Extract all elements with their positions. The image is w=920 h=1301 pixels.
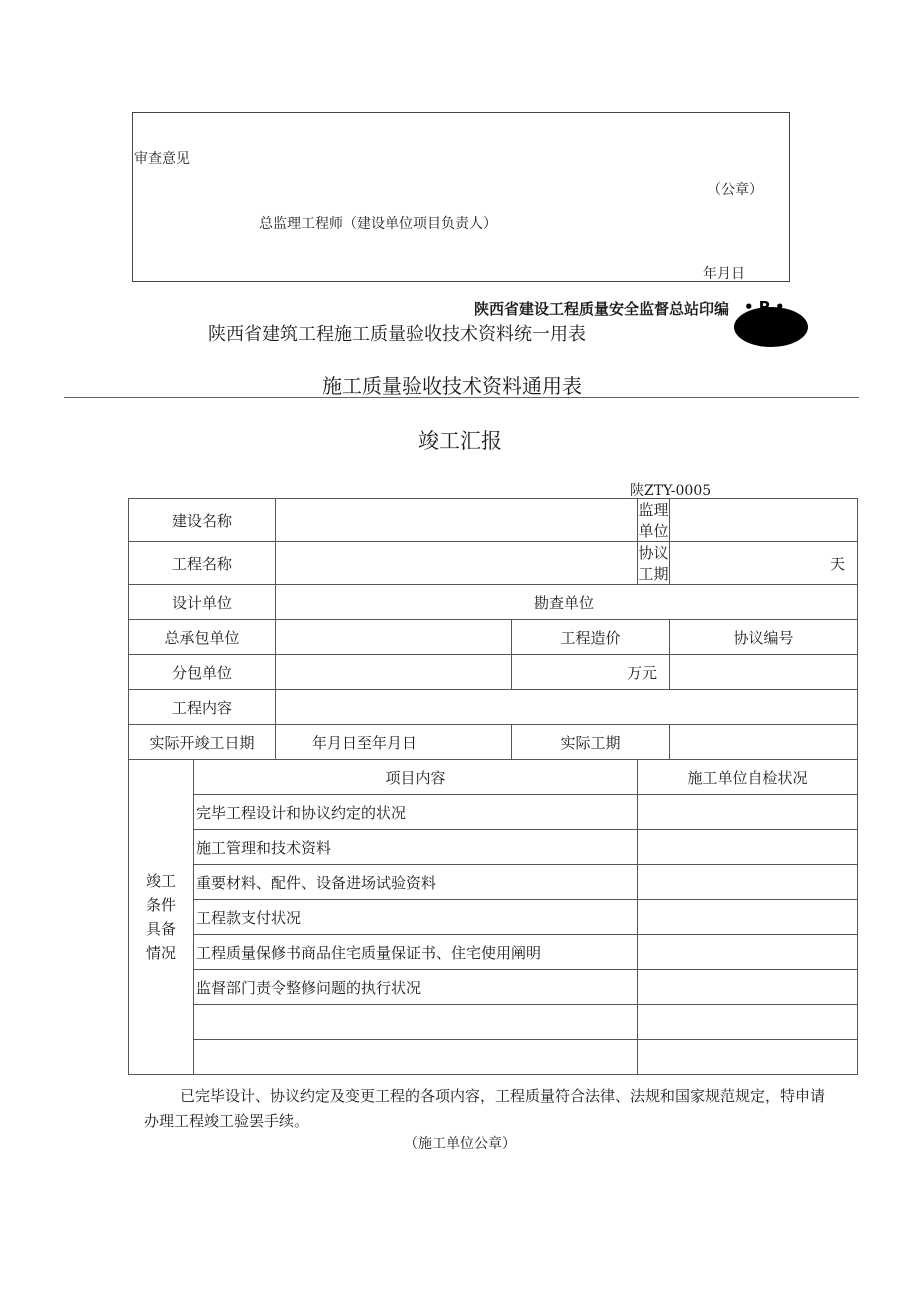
self-check-field[interactable] — [638, 970, 858, 1005]
agreement-no-field[interactable] — [670, 655, 858, 690]
agreement-no-label: 协议编号 — [670, 620, 858, 655]
date-range: 年月日至年月日 — [276, 725, 512, 760]
table-row — [129, 935, 858, 970]
side-label-line: 情况 — [145, 944, 176, 962]
subcontractor-label: 分包单位 — [129, 655, 276, 690]
divider-line — [64, 397, 859, 398]
table-row — [129, 725, 858, 760]
construction-name-label: 建设名称 — [129, 499, 276, 542]
actual-duration-field[interactable] — [670, 725, 858, 760]
survey-unit-label: 勘查单位 — [276, 585, 858, 620]
project-content-field[interactable] — [276, 690, 858, 725]
agreed-duration-label: 协议工期 — [638, 542, 670, 585]
side-label-line: 具备 — [145, 920, 176, 938]
table-row — [129, 760, 858, 795]
item-content-header: 项目内容 — [194, 760, 638, 795]
table-row — [129, 830, 858, 865]
table-row — [129, 865, 858, 900]
actual-dates-label: 实际开竣工日期 — [129, 725, 276, 760]
review-label: 审查意见 — [134, 151, 190, 167]
self-check-field[interactable] — [638, 900, 858, 935]
table-row — [129, 655, 858, 690]
project-cost-label: 工程造价 — [512, 620, 670, 655]
table-row — [129, 1040, 858, 1075]
day-unit: 天 — [670, 542, 858, 585]
design-unit-label: 设计单位 — [129, 585, 276, 620]
self-check-field[interactable] — [638, 795, 858, 830]
general-contractor-label: 总承包单位 — [129, 620, 276, 655]
completion-conditions-label — [129, 760, 194, 1075]
review-box — [132, 112, 790, 282]
table-row — [129, 499, 858, 542]
condition-item-blank[interactable] — [194, 1005, 638, 1040]
table-row — [129, 542, 858, 585]
side-label-line: 竣工 — [145, 872, 176, 890]
table-row — [129, 690, 858, 725]
chief-supervisor-label: 总监理工程师（建设单位项目负责人） — [259, 216, 497, 232]
condition-item: 工程款支付状况 — [194, 900, 638, 935]
condition-item: 监督部门责令整修问题的执行状况 — [194, 970, 638, 1005]
subcontractor-field[interactable] — [276, 655, 512, 690]
table-row — [129, 620, 858, 655]
completion-report-table — [128, 498, 858, 1075]
subtitle: 施工质量验收技术资料通用表 — [322, 374, 582, 398]
actual-duration-label: 实际工期 — [512, 725, 670, 760]
supervision-unit-label: 监理单位 — [638, 499, 670, 542]
general-contractor-field[interactable] — [276, 620, 512, 655]
condition-item: 完毕工程设计和协议约定的状况 — [194, 795, 638, 830]
self-check-header: 施工单位自检状况 — [638, 760, 858, 795]
side-label-line: 条件 — [145, 896, 176, 914]
wan-yuan-unit: 万元 — [512, 655, 670, 690]
form-code: 陕ZTY-0005 — [630, 483, 712, 499]
review-date: 年月日 — [703, 266, 745, 282]
official-seal-label: （公章） — [707, 182, 763, 198]
statement-line-2: 办理工程竣工验罢手续。 — [144, 1112, 310, 1130]
project-name-field[interactable] — [276, 542, 638, 585]
series-title: 陕西省建筑工程施工质量验收技术资料统一用表 — [208, 324, 586, 345]
construction-name-field[interactable] — [276, 499, 638, 542]
project-name-label: 工程名称 — [129, 542, 276, 585]
self-check-field[interactable] — [638, 1005, 858, 1040]
self-check-field[interactable] — [638, 830, 858, 865]
supervision-unit-field[interactable] — [670, 499, 858, 542]
publisher-note: 陕西省建设工程质量安全监督总站印编 — [474, 300, 730, 318]
table-row — [129, 585, 858, 620]
project-content-label: 工程内容 — [129, 690, 276, 725]
table-row — [129, 900, 858, 935]
self-check-field[interactable] — [638, 935, 858, 970]
table-row — [129, 1005, 858, 1040]
statement-line-1: 已完毕设计、协议约定及变更工程的各项内容，工程质量符合法律、法规和国家规范规定，特申请 — [180, 1087, 826, 1105]
condition-item-blank[interactable] — [194, 1040, 638, 1075]
condition-item: 施工管理和技术资料 — [194, 830, 638, 865]
contractor-seal-label: （施工单位公章） — [404, 1136, 516, 1152]
self-check-field[interactable] — [638, 865, 858, 900]
table-row — [129, 970, 858, 1005]
page-title: 竣工汇报 — [418, 429, 502, 453]
condition-item: 工程质量保修书商品住宅质量保证书、住宅使用阐明 — [194, 935, 638, 970]
page-mark: • P • — [744, 298, 785, 316]
table-row — [129, 795, 858, 830]
self-check-field[interactable] — [638, 1040, 858, 1075]
condition-item: 重要材料、配件、设备进场试验资料 — [194, 865, 638, 900]
